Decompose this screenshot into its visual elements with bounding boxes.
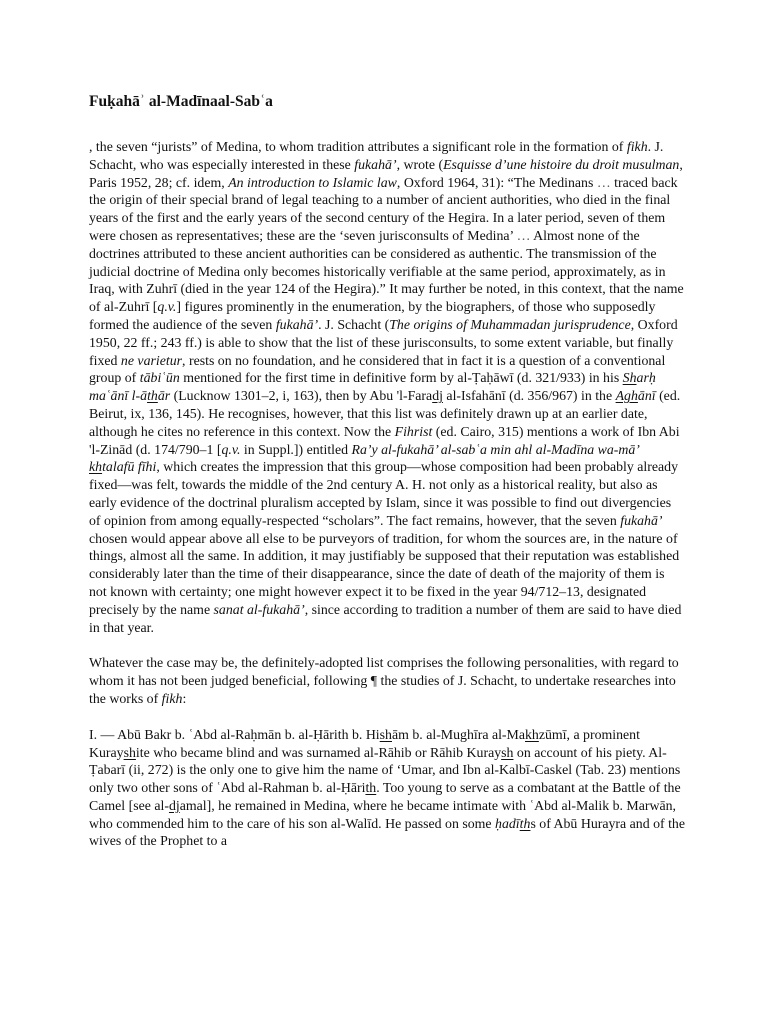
text-run: ā — [140, 388, 148, 404]
text-run: , Oxford 1950, 22 ff.; 243 ff.) is able to show that the list of these jurisconsults, to some extent variable, but finally fixed — [89, 316, 678, 368]
text-run: The origins of Muhammadan jurisprudence — [389, 316, 631, 332]
text-run: ] figures prominently in the enumeration, by the biographers, of those who supposedly formed the audience of the seven — [89, 299, 656, 332]
text-run: sanat al-fukahā’ — [213, 601, 305, 617]
text-run: sh — [379, 726, 392, 742]
text-run: dj — [168, 797, 180, 813]
text-run: fukahā’ — [620, 512, 663, 528]
text-run: zūmī, a prominent Kuray — [89, 726, 640, 760]
text-run: I. — Abū Bakr b. ʿAbd al-Raḥmān b. al-Ḥārith b. Hi — [89, 726, 380, 742]
text-run: Sh — [622, 370, 637, 386]
text-run: Esquisse d’une histoire du droit musulman — [443, 156, 680, 172]
text-run: sh — [123, 744, 136, 760]
text-run: , wrote ( — [396, 156, 444, 172]
text-run: sh — [501, 744, 514, 760]
text-run: fukahā’ — [275, 316, 319, 332]
text-run: … — [516, 227, 531, 243]
text-run: q.v. — [157, 299, 177, 315]
text-run: ār — [157, 388, 171, 404]
text-run: Ra’y al-fukahā’ al-sabʿa min ahl al-Madīna wa-mā’ — [351, 441, 639, 457]
text-run: th — [519, 815, 531, 831]
text-run: , the seven “jurists” of Medina, to whom tradition attributes a significant role in the formation of — [89, 139, 627, 154]
text-run: tābiʿūn — [139, 370, 180, 386]
text-run: fikh — [161, 690, 183, 706]
text-run: th — [147, 388, 158, 404]
paragraph-list-intro — [89, 654, 685, 707]
article — [89, 92, 685, 868]
text-run: traced back the origin of their special brand of legal teaching to a number of ancient authorities, who died in the final years of the first and the early years of the second century of the Hegira. In a later period, seven of them were chosen as representatives; these are the ‘seven jurisconsults of Medina’ — [89, 174, 678, 243]
article-title: Fuḳahāʾ al-Madīnaal-Sabʿa — [89, 93, 273, 110]
text-run: . Too young to serve as a combatant at the Battle of the Camel [see al- — [89, 780, 681, 813]
text-run: Agh — [615, 388, 638, 404]
text-run: fukahā’ — [354, 156, 397, 172]
text-run: q.v. — [221, 441, 241, 457]
text-run: (ed. Beirut, ix, 136, 145). He recognises, however, that this list was definitely drawn up at an earlier date, although he cites no reference in this context. Now the — [89, 388, 681, 439]
text-run: (ed. Cairo, 315) mentions a work of Ibn Abi 'l-Zinād (d. 174/790–1 [ — [89, 423, 680, 457]
text-run: , which creates the impression that this group—whose composition had been probably already fixed—was felt, towards the middle of the 2nd century A. H. not only as a historical reality, but also as early evidence of the doctrinal pluralism accepted by Islam, since it was possible to find out divergencies of opinion from among equally-respected “scholars”. The fact remains, however, that the seven — [89, 459, 679, 528]
text-run: ne varietur — [120, 352, 183, 368]
text-run: th — [365, 780, 377, 796]
text-run: , since according to tradition a number of them are said to have died in that year. — [89, 601, 682, 635]
text-run: ānī — [637, 388, 656, 404]
paragraph-intro — [89, 138, 685, 636]
text-run: . J. Schacht, who was especially interested in these — [89, 139, 664, 172]
text-run: ām b. al-Mughīra al-Ma — [391, 726, 525, 742]
text-run: . J. Schacht ( — [318, 316, 390, 332]
text-run: al-Isfahānī (d. 356/967) in the — [442, 388, 616, 404]
text-run: ite who became blind and was surnamed al-Rāhib or Rāhib Kuray — [135, 744, 502, 760]
text-run: kh — [89, 459, 103, 475]
text-run: : — [182, 690, 187, 706]
text-run: chosen would appear above all else to be purveyors of tradition, for whom the sources are, in the nature of things, almost all the same. In addition, it may justifiably be supposed that their reputation was established considerably later than the time of their disappearance, since the date of death of the majority of them is not known with certainty; one might however expect it to be fixed in the year 94/712–13, designated precisely by the name — [89, 530, 680, 617]
text-run: An introduction to Islamic law — [228, 174, 397, 190]
text-run: in Suppl.]) entitled — [240, 441, 352, 457]
text-run: fikh — [626, 139, 648, 154]
text-run: (Lucknow 1301–2, i, 163), then by Abu 'l-Fara — [170, 388, 433, 404]
text-run: talafū fīhi — [102, 459, 157, 475]
text-run: , rests on no foundation, and he considered that in fact it is a question of a conventional group of — [89, 352, 666, 386]
text-run: on account of his piety. Al-Ṭabarī (ii, 272) is the only one to give him the name of ‘Umar, and Ibn al-Kalbī-Caskel (Tab. 23) mentions only two other sons of ʿAbd al-Rahman b. al-Ḥāri — [89, 744, 681, 796]
paragraph-entry-one — [89, 726, 685, 851]
text-run: amal], he remained in Medina, where he became intimate with ʿAbd al-Malik b. Marwān, who commended him to the care of his son al-Walīd. He passed on some — [89, 797, 677, 831]
article-body — [89, 138, 685, 850]
text-run: ḥadī — [495, 815, 520, 831]
text-run: Whatever the case may be, the definitely-adopted list comprises the following personalities, with regard to whom it has not been judged beneficial, following ¶ the studies of J. Schacht, to undertake researches into the works of — [89, 655, 679, 706]
text-run: kh — [525, 726, 539, 742]
text-run: Almost none of the doctrines attributed to these ancient authorities can be considered as authentic. The transmission of the judicial doctrine of Medina only becomes historically verifiable at the same period, approximately, as in Iraq, with Zuhrī (died in the year 124 of the Hegira).” It may further be noted, in this context, that the name of al-Zuhrī [ — [89, 227, 684, 315]
text-run: … — [596, 174, 611, 190]
text-run: , Paris 1952, 28; cf. idem, — [89, 156, 683, 190]
text-run: , Oxford 1964, 31): “The Medinans — [396, 174, 597, 190]
text-run: mentioned for the first time in definitive form by al-Ṭaḥāwī (d. 321/933) in his — [179, 370, 623, 386]
text-run: arḥ maʿānī l- — [89, 370, 656, 404]
text-run: s of Abū Hurayra and of the wives of the Prophet to a — [89, 815, 685, 849]
text-run: Fihrist — [394, 423, 433, 439]
text-run: dj — [432, 388, 443, 404]
